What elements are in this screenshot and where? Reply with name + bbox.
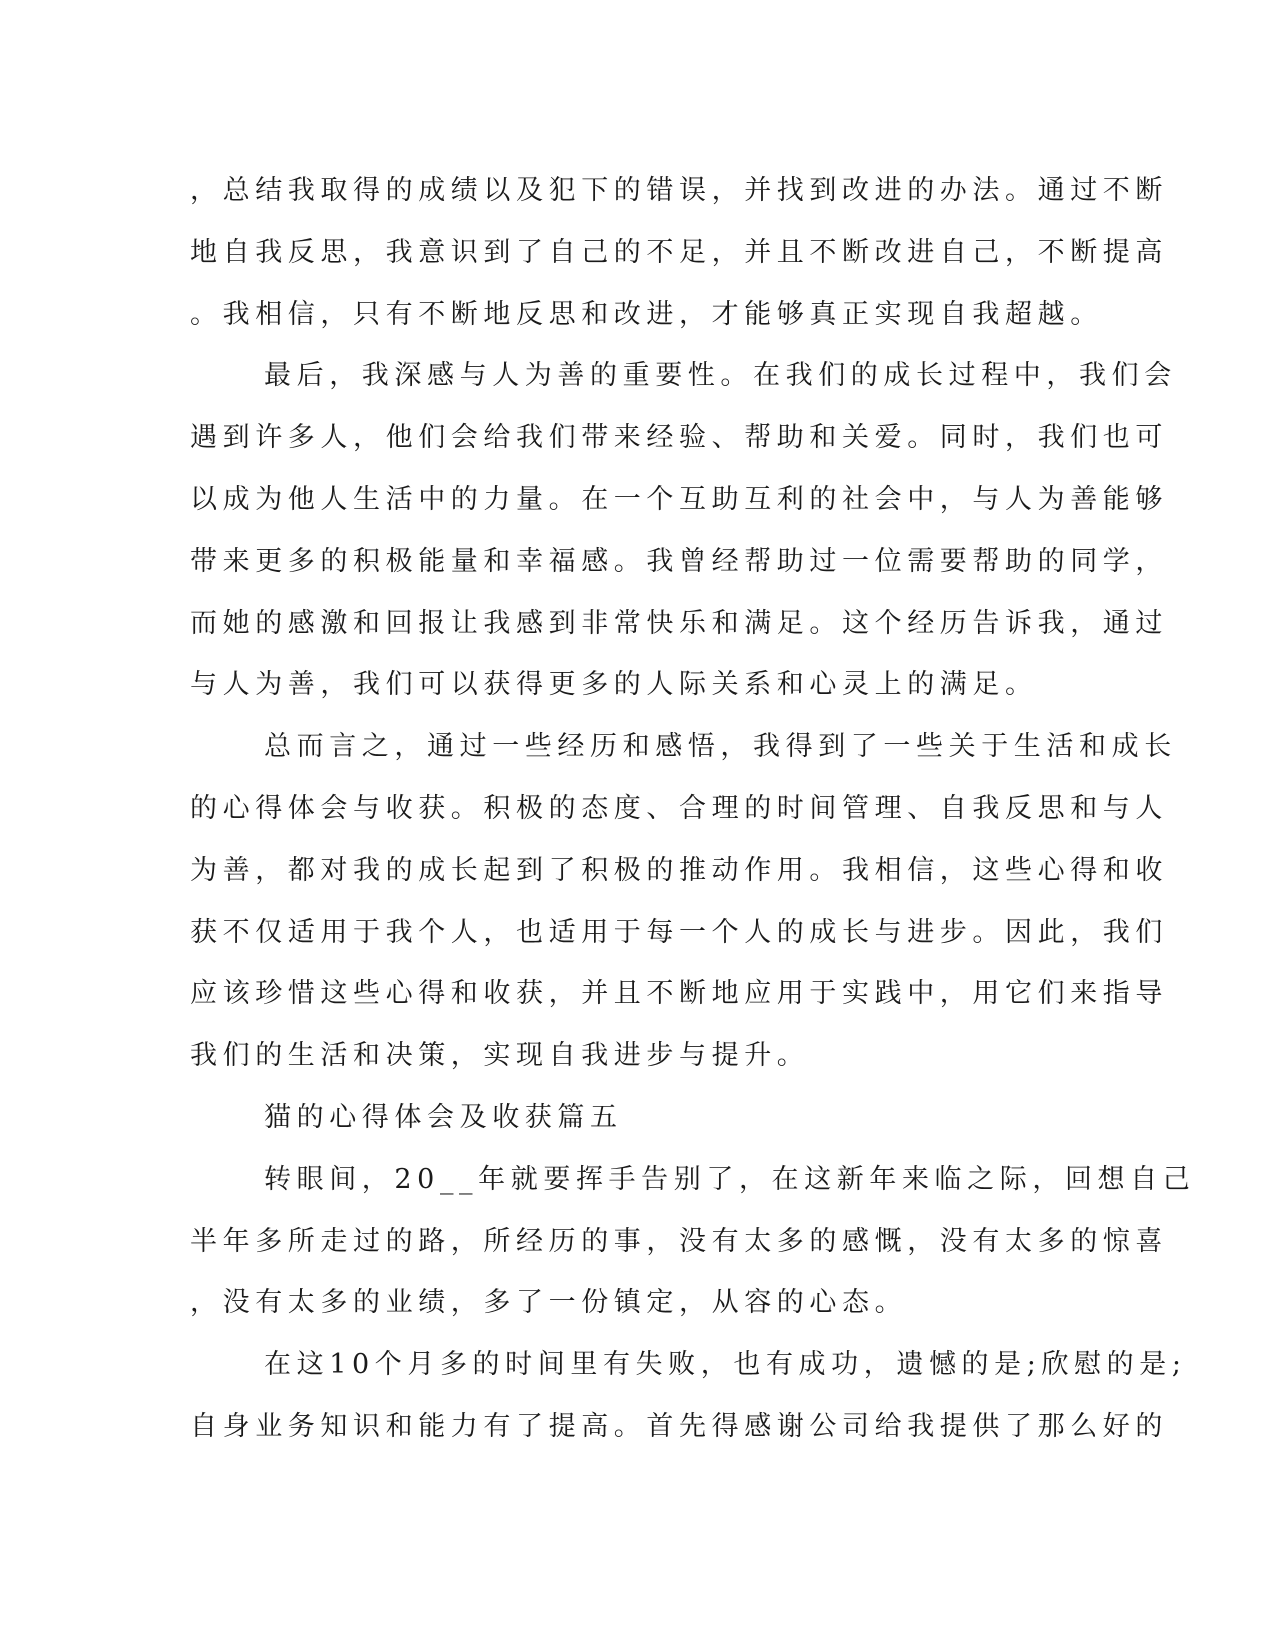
text-line: 遇到许多人，他们会给我们带来经验、帮助和关爱。同时，我们也可: [190, 422, 1168, 454]
text-line: 我们的生活和决策，实现自我进步与提升。: [190, 1040, 810, 1072]
text-line: 以成为他人生活中的力量。在一个互助互利的社会中，与人为善能够: [190, 483, 1168, 515]
text-line: ，没有太多的业绩，多了一份镇定，从容的心态。: [190, 1287, 908, 1319]
text-line: 半年多所走过的路，所经历的事，没有太多的感慨，没有太多的惊喜: [190, 1225, 1168, 1257]
text-line: 地自我反思，我意识到了自己的不足，并且不断改进自己，不断提高: [190, 236, 1168, 268]
paragraph-start-line: 总而言之，通过一些经历和感悟，我得到了一些关于生活和成长: [264, 731, 1177, 763]
paragraph-start-line: 转眼间，20__年就要挥手告别了，在这新年来临之际，回想自己: [264, 1163, 1196, 1195]
text-line: 与人为善，我们可以获得更多的人际关系和心灵上的满足。: [190, 669, 1038, 701]
text-line: 的心得体会与收获。积极的态度、合理的时间管理、自我反思和与人: [190, 792, 1168, 824]
paragraph-start-line: 最后，我深感与人为善的重要性。在我们的成长过程中，我们会: [264, 360, 1177, 392]
paragraph-start-line: 在这10个月多的时间里有失败，也有成功，遗憾的是;欣慰的是;: [264, 1349, 1187, 1381]
text-line: 而她的感激和回报让我感到非常快乐和满足。这个经历告诉我，通过: [190, 607, 1168, 639]
text-line: ，总结我取得的成绩以及犯下的错误，并找到改进的办法。通过不断: [190, 175, 1168, 206]
text-line: 获不仅适用于我个人，也适用于每一个人的成长与进步。因此，我们: [190, 916, 1168, 948]
text-line: 带来更多的积极能量和幸福感。我曾经帮助过一位需要帮助的同学，: [190, 545, 1168, 577]
text-line: 。我相信，只有不断地反思和改进，才能够真正实现自我超越。: [190, 298, 1103, 330]
text-line: 为善，都对我的成长起到了积极的推动作用。我相信，这些心得和收: [190, 854, 1168, 886]
text-line: 自身业务知识和能力有了提高。首先得感谢公司给我提供了那么好的: [190, 1410, 1168, 1442]
document-body: [190, 160, 1196, 1458]
text-line: 应该珍惜这些心得和收获，并且不断地应用于实践中，用它们来指导: [190, 978, 1168, 1010]
section-heading: 猫的心得体会及收获篇五: [264, 1101, 623, 1133]
